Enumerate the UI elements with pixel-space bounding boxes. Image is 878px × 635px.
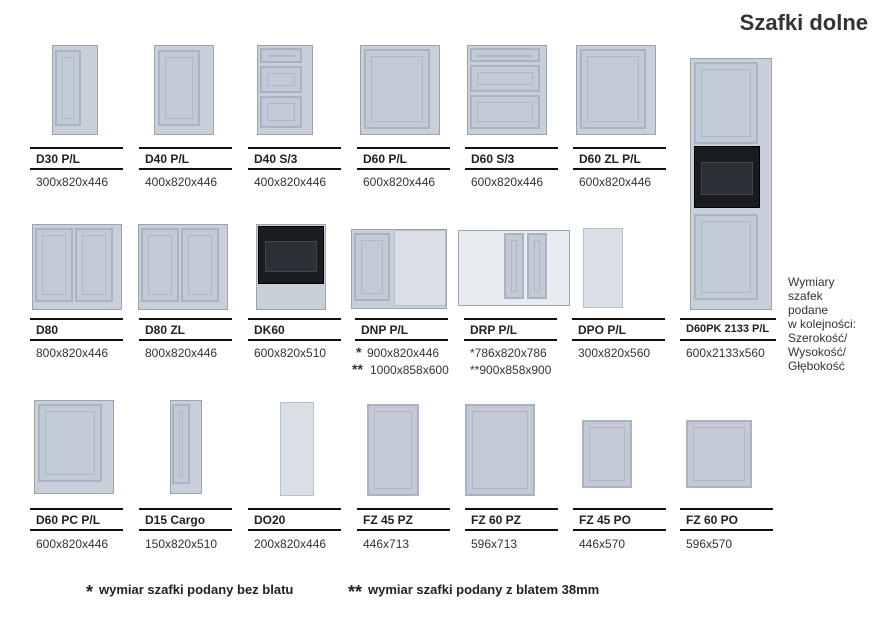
item-code: D60PK 2133 P/L: [686, 323, 770, 335]
separator: [139, 508, 232, 510]
separator: [355, 318, 448, 320]
item-code: D80 ZL: [145, 323, 186, 337]
item-code: D40 S/3: [254, 152, 298, 166]
item-code: DO20: [254, 513, 286, 527]
open-shelf-image: [280, 402, 314, 496]
item-dimensions: 596x570: [686, 537, 733, 551]
separator: [248, 147, 341, 149]
cabinet-door: [172, 404, 190, 484]
item-dimensions: 300x820x446: [36, 175, 109, 189]
cabinet-door: [35, 228, 73, 302]
drawer: [260, 96, 302, 128]
item-dimensions: 600x820x446: [363, 175, 436, 189]
item-dimensions: 600x820x446: [471, 175, 544, 189]
separator: [30, 529, 123, 531]
separator: [139, 339, 232, 341]
front-panel-image: [367, 404, 419, 496]
separator: [139, 147, 232, 149]
separator: [680, 508, 773, 510]
cabinet-door: [694, 214, 758, 300]
drawer: [470, 48, 540, 62]
cabinet-door: [55, 50, 81, 126]
separator: [248, 168, 341, 170]
item-dimensions: 800x820x446: [36, 346, 109, 360]
cabinet-door: [75, 228, 113, 302]
item-dimensions: 600x820x510: [254, 346, 327, 360]
item-code: D15 Cargo: [145, 513, 206, 527]
separator: [139, 529, 232, 531]
cabinet-door: [694, 62, 758, 144]
note-line: Wysokość/: [788, 345, 846, 359]
footnote-marker: **: [352, 361, 363, 377]
item-code: D60 P/L: [363, 152, 408, 166]
cabinet-door: [354, 233, 390, 301]
dimension-note: [788, 275, 856, 373]
item-code: DPO P/L: [578, 323, 627, 337]
page-title: Szafki dolne: [739, 10, 868, 35]
drawer: [260, 48, 302, 63]
separator: [572, 318, 665, 320]
separator: [680, 339, 776, 341]
footnote-text: wymiar szafki podany bez blatu: [99, 582, 294, 597]
item-code: D60 PC P/L: [36, 513, 101, 527]
separator: [465, 147, 558, 149]
item-code: D60 S/3: [471, 152, 515, 166]
note-line: Szerokość/: [788, 331, 848, 345]
footnote-marker: *: [86, 582, 94, 602]
footnote-marker: *: [356, 344, 362, 360]
blind-panel: [394, 230, 446, 306]
item-dimensions: 400x820x446: [254, 175, 327, 189]
item-dimensions: 150x820x510: [145, 537, 218, 551]
separator: [139, 168, 232, 170]
item-code: FZ 45 PZ: [363, 513, 414, 527]
oven-image: [694, 146, 760, 208]
item-dimensions: 596x713: [471, 537, 518, 551]
footnote-1: [86, 582, 293, 603]
item-dimensions-alt: **900x858x900: [470, 363, 552, 377]
item-code: FZ 45 PO: [579, 513, 632, 527]
note-line: szafek: [788, 289, 823, 303]
cabinet-door: [580, 49, 646, 129]
item-code: D80: [36, 323, 59, 337]
cabinet-door: [364, 49, 430, 129]
cabinet-door: [181, 228, 219, 302]
item-dimensions: *786x820x786: [470, 346, 547, 360]
item-code: DK60: [254, 323, 285, 337]
note-line: podane: [788, 303, 829, 317]
separator: [355, 339, 448, 341]
separator: [573, 168, 666, 170]
drawer: [470, 65, 540, 92]
separator: [139, 318, 232, 320]
footnote-2: [348, 582, 599, 603]
drawer: [470, 95, 540, 129]
note-line: Głębokość: [788, 359, 845, 373]
separator: [30, 168, 123, 170]
item-code: DRP P/L: [470, 323, 518, 337]
cabinet-door: [141, 228, 179, 302]
separator: [248, 529, 341, 531]
separator: [680, 529, 773, 531]
footnote-marker: **: [348, 582, 363, 602]
cabinet-door: [38, 404, 102, 482]
item-dimensions-alt: 1000x858x600: [370, 363, 449, 377]
separator: [573, 147, 666, 149]
front-panel-image: [582, 420, 632, 488]
item-dimensions: 900x820x446: [367, 346, 440, 360]
item-code: FZ 60 PO: [686, 513, 739, 527]
item-dimensions: 300x820x560: [578, 346, 651, 360]
item-dimensions: 446x570: [579, 537, 626, 551]
item-code: D40 P/L: [145, 152, 190, 166]
separator: [248, 508, 341, 510]
item-code: DNP P/L: [361, 323, 409, 337]
drawer: [260, 66, 302, 93]
item-dimensions: 600x820x446: [36, 537, 109, 551]
item-code: D30 P/L: [36, 152, 81, 166]
separator: [357, 147, 450, 149]
item-dimensions: 600x2133x560: [686, 346, 765, 360]
item-dimensions: 446x713: [363, 537, 410, 551]
separator: [357, 529, 450, 531]
separator: [573, 508, 666, 510]
separator: [464, 318, 557, 320]
cabinet-door: [527, 233, 547, 299]
separator: [248, 339, 341, 341]
oven-image: [258, 226, 324, 284]
cabinet-door: [158, 50, 200, 126]
item-dimensions: 800x820x446: [145, 346, 218, 360]
open-shelf-image: [583, 228, 623, 308]
item-dimensions: 200x820x446: [254, 537, 327, 551]
item-code: D60 ZL P/L: [579, 152, 641, 166]
separator: [30, 147, 123, 149]
separator: [357, 508, 450, 510]
item-dimensions: 400x820x446: [145, 175, 218, 189]
cabinet-door: [504, 233, 524, 299]
item-code: FZ 60 PZ: [471, 513, 522, 527]
footnote-text: wymiar szafki podany z blatem 38mm: [368, 582, 600, 597]
front-panel-image: [686, 420, 752, 488]
front-panel-image: [465, 404, 535, 496]
separator: [30, 318, 123, 320]
separator: [465, 529, 558, 531]
separator: [465, 168, 558, 170]
separator: [30, 339, 123, 341]
note-line: Wymiary: [788, 275, 835, 289]
separator: [465, 508, 558, 510]
separator: [30, 508, 123, 510]
separator: [573, 529, 666, 531]
separator: [248, 318, 341, 320]
separator: [464, 339, 557, 341]
note-line: w kolejności:: [788, 317, 857, 331]
separator: [680, 318, 776, 320]
separator: [357, 168, 450, 170]
item-dimensions: 600x820x446: [579, 175, 652, 189]
separator: [572, 339, 665, 341]
